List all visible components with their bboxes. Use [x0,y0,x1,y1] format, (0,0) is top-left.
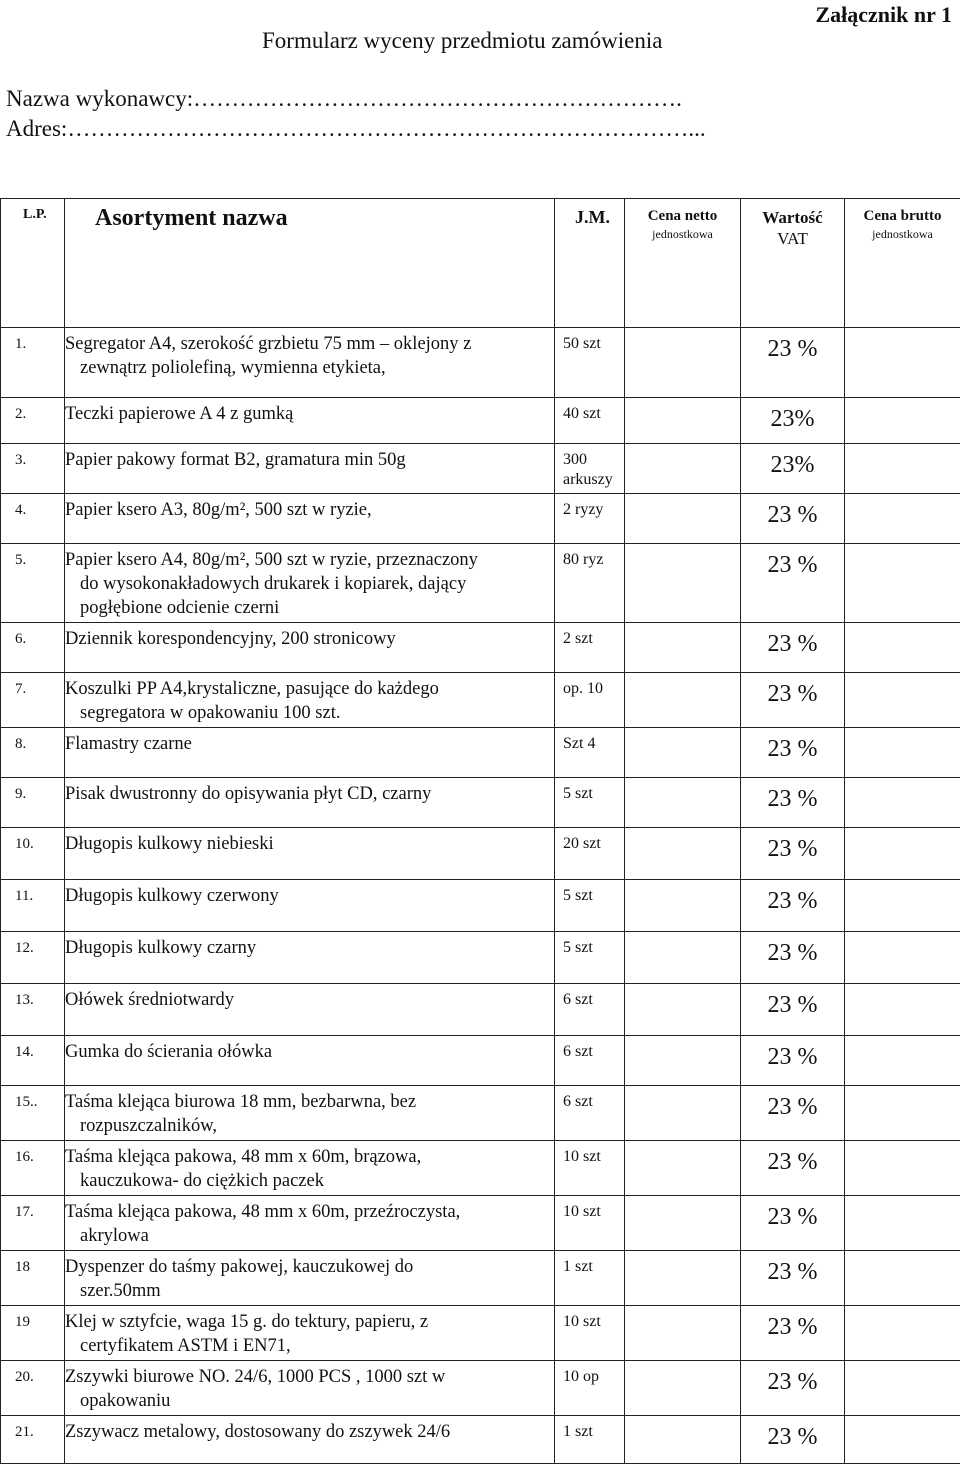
table-row [1,1361,960,1416]
vat-rate: 23 % [741,1416,845,1464]
address-line: Adres:………………………………………………………………………... [6,116,706,142]
item-description-line: Gumka do ścierania ołówka [65,1040,550,1064]
vat-rate: 23 % [741,828,845,880]
item-quantity: 5 szt [555,880,625,932]
row-number: 5. [1,544,65,623]
gross-price-cell[interactable] [845,1086,960,1141]
attachment-label: Załącznik nr 1 [815,2,952,28]
item-description [65,1361,555,1416]
gross-price-cell[interactable] [845,398,960,444]
row-number: 3. [1,444,65,494]
item-description-line: kauczukowa- do ciężkich paczek [65,1169,550,1193]
item-quantity: 10 szt [555,1306,625,1361]
vat-rate: 23 % [741,1036,845,1086]
item-description [65,673,555,728]
table-row [1,398,960,444]
row-number: 13. [1,984,65,1036]
item-description [65,1251,555,1306]
item-description-line: Długopis kulkowy czarny [65,936,550,960]
item-description [65,728,555,778]
net-price-cell[interactable] [625,1416,741,1464]
item-description-line: certyfikatem ASTM i EN71, [65,1334,550,1358]
item-quantity: op. 10 [555,673,625,728]
net-price-cell[interactable] [625,828,741,880]
item-description [65,1196,555,1251]
item-description-line: Ołówek średniotwardy [65,988,550,1012]
item-description-line: Teczki papierowe A 4 z gumką [65,402,550,426]
gross-price-cell[interactable] [845,984,960,1036]
vat-rate: 23 % [741,1361,845,1416]
item-quantity: Szt 4 [555,728,625,778]
item-description [65,1086,555,1141]
net-price-cell[interactable] [625,1361,741,1416]
row-number: 2. [1,398,65,444]
row-number: 17. [1,1196,65,1251]
item-description-line: Długopis kulkowy niebieski [65,832,550,856]
item-description-line: Taśma klejąca biurowa 18 mm, bezbarwna, bez [65,1090,550,1114]
item-quantity: 6 szt [555,1086,625,1141]
item-quantity: 5 szt [555,778,625,828]
item-quantity: 80 ryz [555,544,625,623]
row-number: 6. [1,623,65,673]
item-description-line: rozpuszczalników, [65,1114,550,1138]
gross-price-cell[interactable] [845,544,960,623]
table-row [1,828,960,880]
net-price-cell[interactable] [625,1196,741,1251]
form-title: Formularz wyceny przedmiotu zamówienia [262,28,662,54]
table-row [1,1196,960,1251]
net-price-cell[interactable] [625,880,741,932]
net-price-cell[interactable] [625,778,741,828]
header-gross-price-main: Cena brutto [864,208,942,224]
table-row [1,728,960,778]
table-row [1,880,960,932]
item-description [65,494,555,544]
item-description-line: Długopis kulkowy czerwony [65,884,550,908]
item-quantity: 5 szt [555,932,625,984]
gross-price-cell[interactable] [845,444,960,494]
table-row [1,1036,960,1086]
item-description [65,1141,555,1196]
vat-rate: 23 % [741,1196,845,1251]
item-description [65,1306,555,1361]
item-quantity: 50 szt [555,328,625,398]
vat-rate: 23 % [741,984,845,1036]
table-body [1,328,960,1464]
net-price-cell[interactable] [625,728,741,778]
vat-rate: 23 % [741,1086,845,1141]
row-number: 12. [1,932,65,984]
item-quantity: 1 szt [555,1416,625,1464]
item-description-line: Dziennik korespondencyjny, 200 stronicowy [65,627,550,651]
item-description-line: Taśma klejąca pakowa, 48 mm x 60m, przeźroczysta, [65,1200,550,1224]
item-quantity: 10 szt [555,1141,625,1196]
vat-rate: 23% [741,444,845,494]
item-quantity: 10 szt [555,1196,625,1251]
row-number: 16. [1,1141,65,1196]
vat-rate: 23 % [741,673,845,728]
item-description-line: Klej w sztyfcie, waga 15 g. do tektury, papieru, z [65,1310,550,1334]
header-vat-top: Wartość [762,208,822,227]
header-unit: J.M. [555,199,625,328]
table-row [1,494,960,544]
row-number: 1. [1,328,65,398]
item-description-line: Papier pakowy format B2, gramatura min 50g [65,448,550,472]
net-price-cell[interactable] [625,932,741,984]
gross-price-cell[interactable] [845,932,960,984]
row-number: 11. [1,880,65,932]
net-price-cell[interactable] [625,623,741,673]
net-price-cell[interactable] [625,544,741,623]
net-price-cell[interactable] [625,1086,741,1141]
row-number: 7. [1,673,65,728]
table-row [1,1086,960,1141]
item-quantity: 20 szt [555,828,625,880]
item-description [65,1036,555,1086]
item-description-line: Papier ksero A4, 80g/m², 500 szt w ryzie, przeznaczony [65,548,550,572]
item-description-line: Taśma klejąca pakowa, 48 mm x 60m, brązowa, [65,1145,550,1169]
header-net-price [625,199,741,328]
item-description-line: szer.50mm [65,1279,550,1303]
header-net-price-sub: jednostkowa [625,225,740,243]
header-gross-price-sub: jednostkowa [845,225,960,243]
item-quantity: 2 ryzy [555,494,625,544]
gross-price-cell[interactable] [845,673,960,728]
net-price-cell[interactable] [625,1141,741,1196]
pricing-table [0,198,960,1464]
item-description [65,880,555,932]
row-number: 21. [1,1416,65,1464]
vat-rate: 23 % [741,880,845,932]
net-price-cell[interactable] [625,444,741,494]
item-quantity: 10 op [555,1361,625,1416]
header-item-name: Asortyment nazwa [65,199,555,328]
table-row [1,778,960,828]
item-quantity: 6 szt [555,1036,625,1086]
vat-rate: 23 % [741,1306,845,1361]
table-row [1,984,960,1036]
net-price-cell[interactable] [625,1036,741,1086]
table-row [1,932,960,984]
vat-rate: 23 % [741,1141,845,1196]
net-price-cell[interactable] [625,1251,741,1306]
gross-price-cell[interactable] [845,1306,960,1361]
gross-price-cell[interactable] [845,778,960,828]
vat-rate: 23 % [741,494,845,544]
row-number: 15.. [1,1086,65,1141]
table-row [1,623,960,673]
header-gross-price [845,199,960,328]
item-description-line: do wysokonakładowych drukarek i kopiarek, dający [65,572,550,596]
item-description-line: Pisak dwustronny do opisywania płyt CD, czarny [65,782,550,806]
net-price-cell[interactable] [625,398,741,444]
gross-price-cell[interactable] [845,1251,960,1306]
vat-rate: 23 % [741,623,845,673]
table-row [1,328,960,398]
table-row [1,544,960,623]
item-description-line: Koszulki PP A4,krystaliczne, pasujące do każdego [65,677,550,701]
item-quantity: 2 szt [555,623,625,673]
table-row [1,1306,960,1361]
row-number: 4. [1,494,65,544]
item-description-line: segregatora w opakowaniu 100 szt. [65,701,550,725]
item-quantity: 1 szt [555,1251,625,1306]
net-price-cell[interactable] [625,494,741,544]
table-row [1,673,960,728]
vat-rate: 23 % [741,728,845,778]
vat-rate: 23% [741,398,845,444]
item-description [65,932,555,984]
gross-price-cell[interactable] [845,828,960,880]
header-lp: L.P. [1,199,65,328]
header-vat-bottom: VAT [777,229,808,248]
gross-price-cell[interactable] [845,1416,960,1464]
net-price-cell[interactable] [625,984,741,1036]
vat-rate: 23 % [741,544,845,623]
table-row [1,1141,960,1196]
row-number: 20. [1,1361,65,1416]
item-description [65,984,555,1036]
row-number: 18 [1,1251,65,1306]
header-vat [741,199,845,328]
item-description [65,398,555,444]
row-number: 9. [1,778,65,828]
vat-rate: 23 % [741,328,845,398]
vat-rate: 23 % [741,778,845,828]
contractor-name-line: Nazwa wykonawcy:………………………………………………………. [6,86,682,112]
gross-price-cell[interactable] [845,1361,960,1416]
gross-price-cell[interactable] [845,328,960,398]
item-description-line: akrylowa [65,1224,550,1248]
header-net-price-main: Cena netto [648,208,718,224]
net-price-cell[interactable] [625,328,741,398]
gross-price-cell[interactable] [845,623,960,673]
vat-rate: 23 % [741,1251,845,1306]
item-description-line: Zszywacz metalowy, dostosowany do zszywek 24/6 [65,1420,550,1444]
item-description [65,328,555,398]
table-row [1,1416,960,1464]
item-quantity: 40 szt [555,398,625,444]
item-description-line: pogłębione odcienie czerni [65,596,550,620]
item-quantity: 300 arkuszy [555,444,625,494]
gross-price-cell[interactable] [845,494,960,544]
row-number: 8. [1,728,65,778]
item-description-line: zewnątrz poliolefiną, wymienna etykieta, [65,356,550,380]
row-number: 14. [1,1036,65,1086]
row-number: 10. [1,828,65,880]
item-description [65,828,555,880]
item-description-line: Flamastry czarne [65,732,550,756]
gross-price-cell[interactable] [845,1141,960,1196]
vat-rate: 23 % [741,932,845,984]
net-price-cell[interactable] [625,1306,741,1361]
item-quantity: 6 szt [555,984,625,1036]
gross-price-cell[interactable] [845,1196,960,1251]
item-description [65,544,555,623]
item-description-line: opakowaniu [65,1389,550,1413]
item-description [65,623,555,673]
table-row [1,444,960,494]
gross-price-cell[interactable] [845,880,960,932]
row-number: 19 [1,1306,65,1361]
item-description-line: Segregator A4, szerokość grzbietu 75 mm – oklejony z [65,332,550,356]
table-header-row [1,199,960,328]
item-description-line: Papier ksero A3, 80g/m², 500 szt w ryzie, [65,498,550,522]
item-description [65,778,555,828]
gross-price-cell[interactable] [845,728,960,778]
item-description-line: Dyspenzer do taśmy pakowej, kauczukowej do [65,1255,550,1279]
table-row [1,1251,960,1306]
item-description [65,444,555,494]
net-price-cell[interactable] [625,673,741,728]
item-description-line: Zszywki biurowe NO. 24/6, 1000 PCS , 1000 szt w [65,1365,550,1389]
gross-price-cell[interactable] [845,1036,960,1086]
item-description [65,1416,555,1464]
